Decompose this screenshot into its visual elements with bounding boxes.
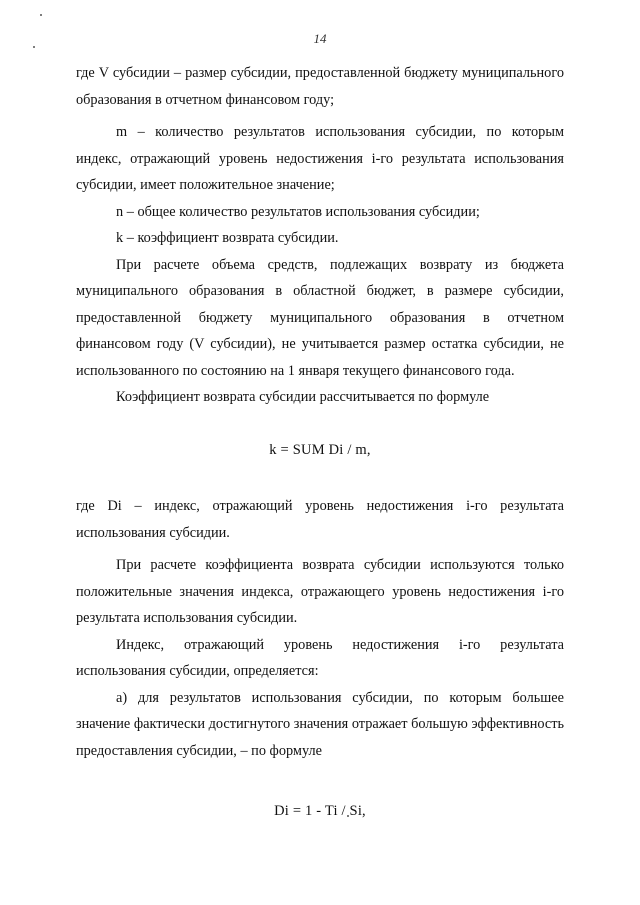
paragraph-k-definition: k – коэффициент возврата субсидии. [116, 230, 339, 246]
scan-speck [33, 46, 35, 48]
paragraph-formula-intro: Коэффициент возврата субсидии рассчитывается по формуле [116, 389, 490, 405]
formula-k: k = SUM Di / m, [269, 441, 371, 458]
paragraph-di-definition: где Di – индекс, отражающий уровень недостижения i-го результата использования субсидии. [76, 498, 564, 541]
paragraph-positive-values: При расчете коэффициента возврата субсидии используются только положительные значения индекса, отражающего уровень недостижения i-го результата использования субсидии. [76, 557, 564, 626]
paragraph-index-determination: Индекс, отражающий уровень недостижения i-го результата использования субсидии, определяется: [76, 636, 564, 679]
scan-speck [40, 14, 42, 16]
paragraph-case-a: а) для результатов использования субсидии, по которым большее значение фактически достигнутого значения отражает большую эффективность предоставления субсидии, – по формуле [76, 689, 564, 759]
formula-di: Di = 1 - Ti / Si, [274, 803, 366, 819]
paragraph-m-definition: m – количество результатов использования субсидии, по которым индекс, отражающий уровень недостижения i-го результата использования субсидии, имеет положительное значение; [76, 124, 564, 193]
document-body [76, 60, 564, 855]
paragraph-n-definition: n – общее количество результатов использования субсидии; [116, 203, 480, 220]
page-number: 14 [313, 31, 327, 46]
paragraph-v-definition: где V субсидии – размер субсидии, предоставленной бюджету муниципального образования в отчетном финансовом году; [76, 65, 564, 108]
paragraph-calculation-rule: При расчете объема средств, подлежащих возврату из бюджета муниципального образования в областной бюджет, в размере субсидии, предоставленной бюджету муниципального образования в отчетном финансовом году (V субсидии), не учитывается размер остатка субсидии, не использованного по состоянию на 1 января текущего финансового года. [76, 256, 564, 379]
